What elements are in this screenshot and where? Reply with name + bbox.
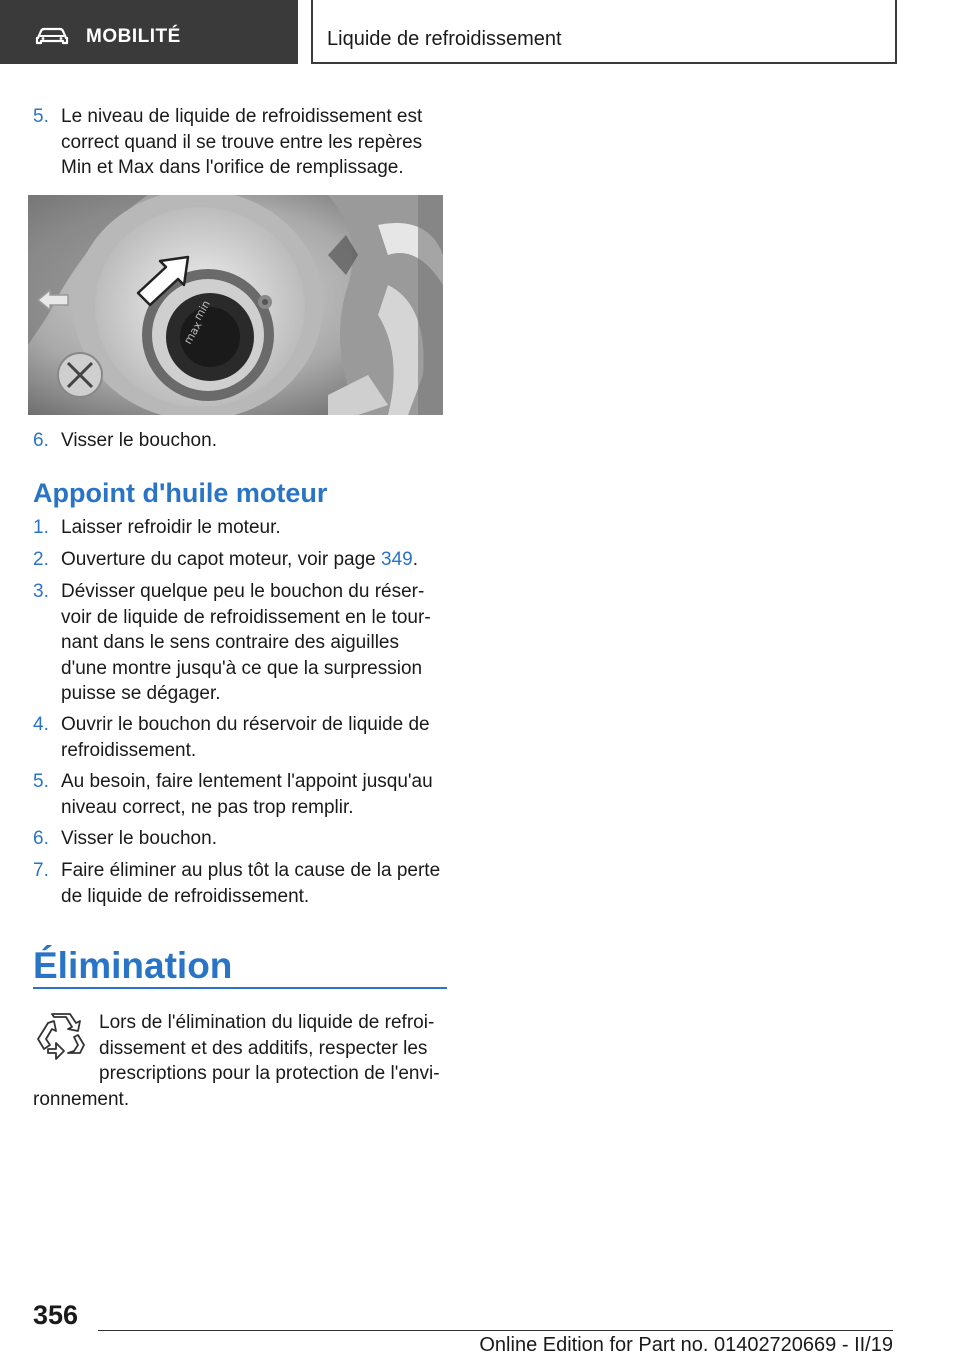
heading-divider bbox=[33, 987, 447, 989]
environment-note bbox=[33, 1010, 447, 1112]
header-section-tab bbox=[0, 0, 298, 64]
step-text: Au besoin, faire lentement l'appoint jusqu'au niveau correct, ne pas trop remplir. bbox=[61, 771, 433, 818]
edition-text: Online Edition for Part no. 01402720669 - II/19 bbox=[479, 1334, 893, 1356]
step-text: Dévisser quelque peu le bouchon du réservoir de liquide de refroidissement en le tournant dans le sens contraire des aiguilles d'une montre jusqu'à ce que la surpression puisse se dégager. bbox=[61, 581, 431, 704]
step-text: Faire éliminer au plus tôt la cause de la perte de liquide de refroidissement. bbox=[61, 860, 441, 907]
list-item bbox=[33, 858, 443, 909]
step-number: 1. bbox=[33, 517, 49, 538]
step-number: 6. bbox=[33, 828, 49, 849]
step-number: 2. bbox=[33, 549, 49, 570]
step-text: Ouvrir le bouchon du réservoir de liquide de refroidissement. bbox=[61, 714, 430, 761]
car-icon bbox=[34, 26, 70, 46]
list-item bbox=[33, 769, 443, 820]
cap-label-max: max bbox=[181, 319, 205, 347]
list-item bbox=[33, 428, 443, 454]
step-number: 5. bbox=[33, 106, 49, 127]
chapter-heading: Élimination bbox=[33, 945, 233, 986]
list-item bbox=[33, 712, 443, 763]
section-heading: Appoint d'huile moteur bbox=[33, 478, 328, 508]
step-number: 3. bbox=[33, 581, 49, 602]
page-number: 356 bbox=[33, 1300, 79, 1330]
note-text: Lors de l'élimination du liquide de refroidissement et des additifs, respecter les prescriptions pour la protection de l'environnement. bbox=[33, 1012, 440, 1110]
list-item bbox=[33, 515, 443, 541]
step-text: Le niveau de liquide de refroidissement est correct quand il se trouve entre les repères Min et Max dans l'orifice de remplissage. bbox=[61, 106, 423, 178]
list-item bbox=[33, 826, 443, 852]
step-text: Ouverture du capot moteur, voir page 349. bbox=[61, 549, 418, 570]
page-link[interactable]: 349 bbox=[381, 549, 413, 570]
step-number: 6. bbox=[33, 430, 49, 451]
list-item bbox=[33, 579, 443, 707]
section-label: MOBILITÉ bbox=[86, 26, 181, 47]
step-number: 7. bbox=[33, 860, 49, 881]
step-number: 5. bbox=[33, 771, 49, 792]
list-item bbox=[33, 547, 443, 573]
list-item bbox=[33, 104, 443, 181]
step-text: Visser le bouchon. bbox=[61, 430, 217, 451]
page-topic: Liquide de refroidissement bbox=[327, 28, 562, 50]
header-topic-box bbox=[311, 0, 897, 64]
footer-divider bbox=[98, 1330, 893, 1331]
coolant-filler-photo bbox=[28, 195, 443, 415]
step-text: Laisser refroidir le moteur. bbox=[61, 517, 281, 538]
cap-label-min: min bbox=[191, 298, 213, 323]
step-text: Visser le bouchon. bbox=[61, 828, 217, 849]
step-number: 4. bbox=[33, 714, 49, 735]
